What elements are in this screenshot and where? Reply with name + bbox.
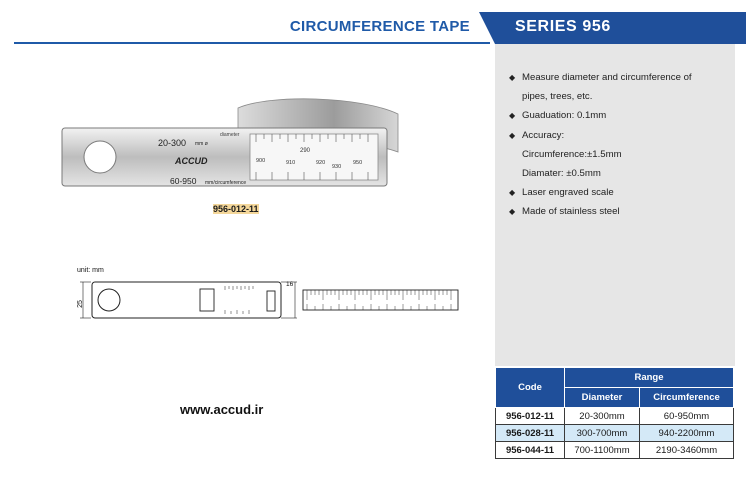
scale-number: 920 [316, 160, 326, 166]
circumference-header: Circumference [640, 388, 734, 408]
technical-drawing [75, 262, 475, 332]
drawing-slot [200, 289, 214, 311]
feature-item: Diamater: ±0.5mm [522, 168, 601, 180]
hang-hole [84, 141, 116, 173]
row-circumference: 940-2200mm [640, 425, 734, 442]
tape-dim: 16 [286, 281, 294, 288]
range-table [495, 367, 734, 459]
unit-bottom: mm/circumference [205, 180, 247, 186]
row-code: 956-044-11 [496, 442, 565, 459]
row-circumference: 60-950mm [640, 408, 734, 425]
row-code: 956-012-11 [496, 408, 565, 425]
scale-number: 910 [286, 160, 296, 166]
row-code: 956-028-11 [496, 425, 565, 442]
table-row [496, 408, 734, 425]
feature-item: ◆ Made of stainless steel [509, 202, 725, 221]
feature-item: ◆ Laser engraved scale [509, 183, 725, 202]
drawing-hole [98, 289, 120, 311]
table-row [496, 442, 734, 459]
row-diameter: 700-1100mm [565, 442, 640, 459]
photo-caption [213, 204, 259, 214]
product-photo [60, 90, 410, 198]
row-circumference: 2190-3460mm [640, 442, 734, 459]
spec-panel [495, 44, 735, 366]
range-header: Range [565, 368, 734, 388]
scale-window [250, 134, 378, 180]
bullet-icon: ◆ [509, 111, 516, 121]
scale-number: 290 [300, 148, 311, 154]
feature-item: ◆ Guaduation: 0.1mm [509, 106, 725, 125]
unit-top: mm ø [195, 141, 208, 147]
scale-number: 950 [353, 160, 363, 166]
feature-item: Circumference:±1.5mm [522, 148, 622, 160]
bullet-icon: ◆ [509, 130, 516, 140]
unit-label: unit: mm [77, 267, 104, 274]
drawing-window [267, 291, 275, 311]
brand-logo: ACCUD [175, 156, 208, 166]
photo-caption-code: 956-012-11 [213, 204, 259, 214]
feature-item: pipes, trees, etc. [522, 91, 593, 103]
feature-list [495, 44, 735, 222]
table-row [496, 425, 734, 442]
range-bottom: 60-950 [170, 176, 197, 186]
row-diameter: 300-700mm [565, 425, 640, 442]
series-banner [495, 12, 746, 44]
series-label: SERIES 956 [515, 18, 611, 35]
code-header: Code [496, 368, 565, 408]
height-dim: 25 [77, 300, 84, 308]
bullet-icon: ◆ [509, 73, 516, 82]
scale-number: 900 [256, 158, 266, 164]
feature-item: ◆ Measure diameter and circumference of [509, 68, 725, 87]
website-url[interactable]: www.accud.ir [180, 402, 264, 417]
bullet-icon: ◆ [509, 207, 516, 217]
feature-item: ◆ Accuracy: [509, 126, 725, 145]
header-left [0, 12, 490, 42]
bullet-icon: ◆ [509, 188, 516, 198]
diameter-header: Diameter [565, 388, 640, 408]
row-diameter: 20-300mm [565, 408, 640, 425]
drawing-tape [303, 290, 458, 310]
range-top: 20-300 [158, 138, 187, 148]
scale-number: 930 [332, 164, 342, 170]
diameter-label: diameter [220, 132, 240, 138]
header-rule [14, 42, 490, 44]
page-title: CIRCUMFERENCE TAPE [289, 18, 470, 35]
